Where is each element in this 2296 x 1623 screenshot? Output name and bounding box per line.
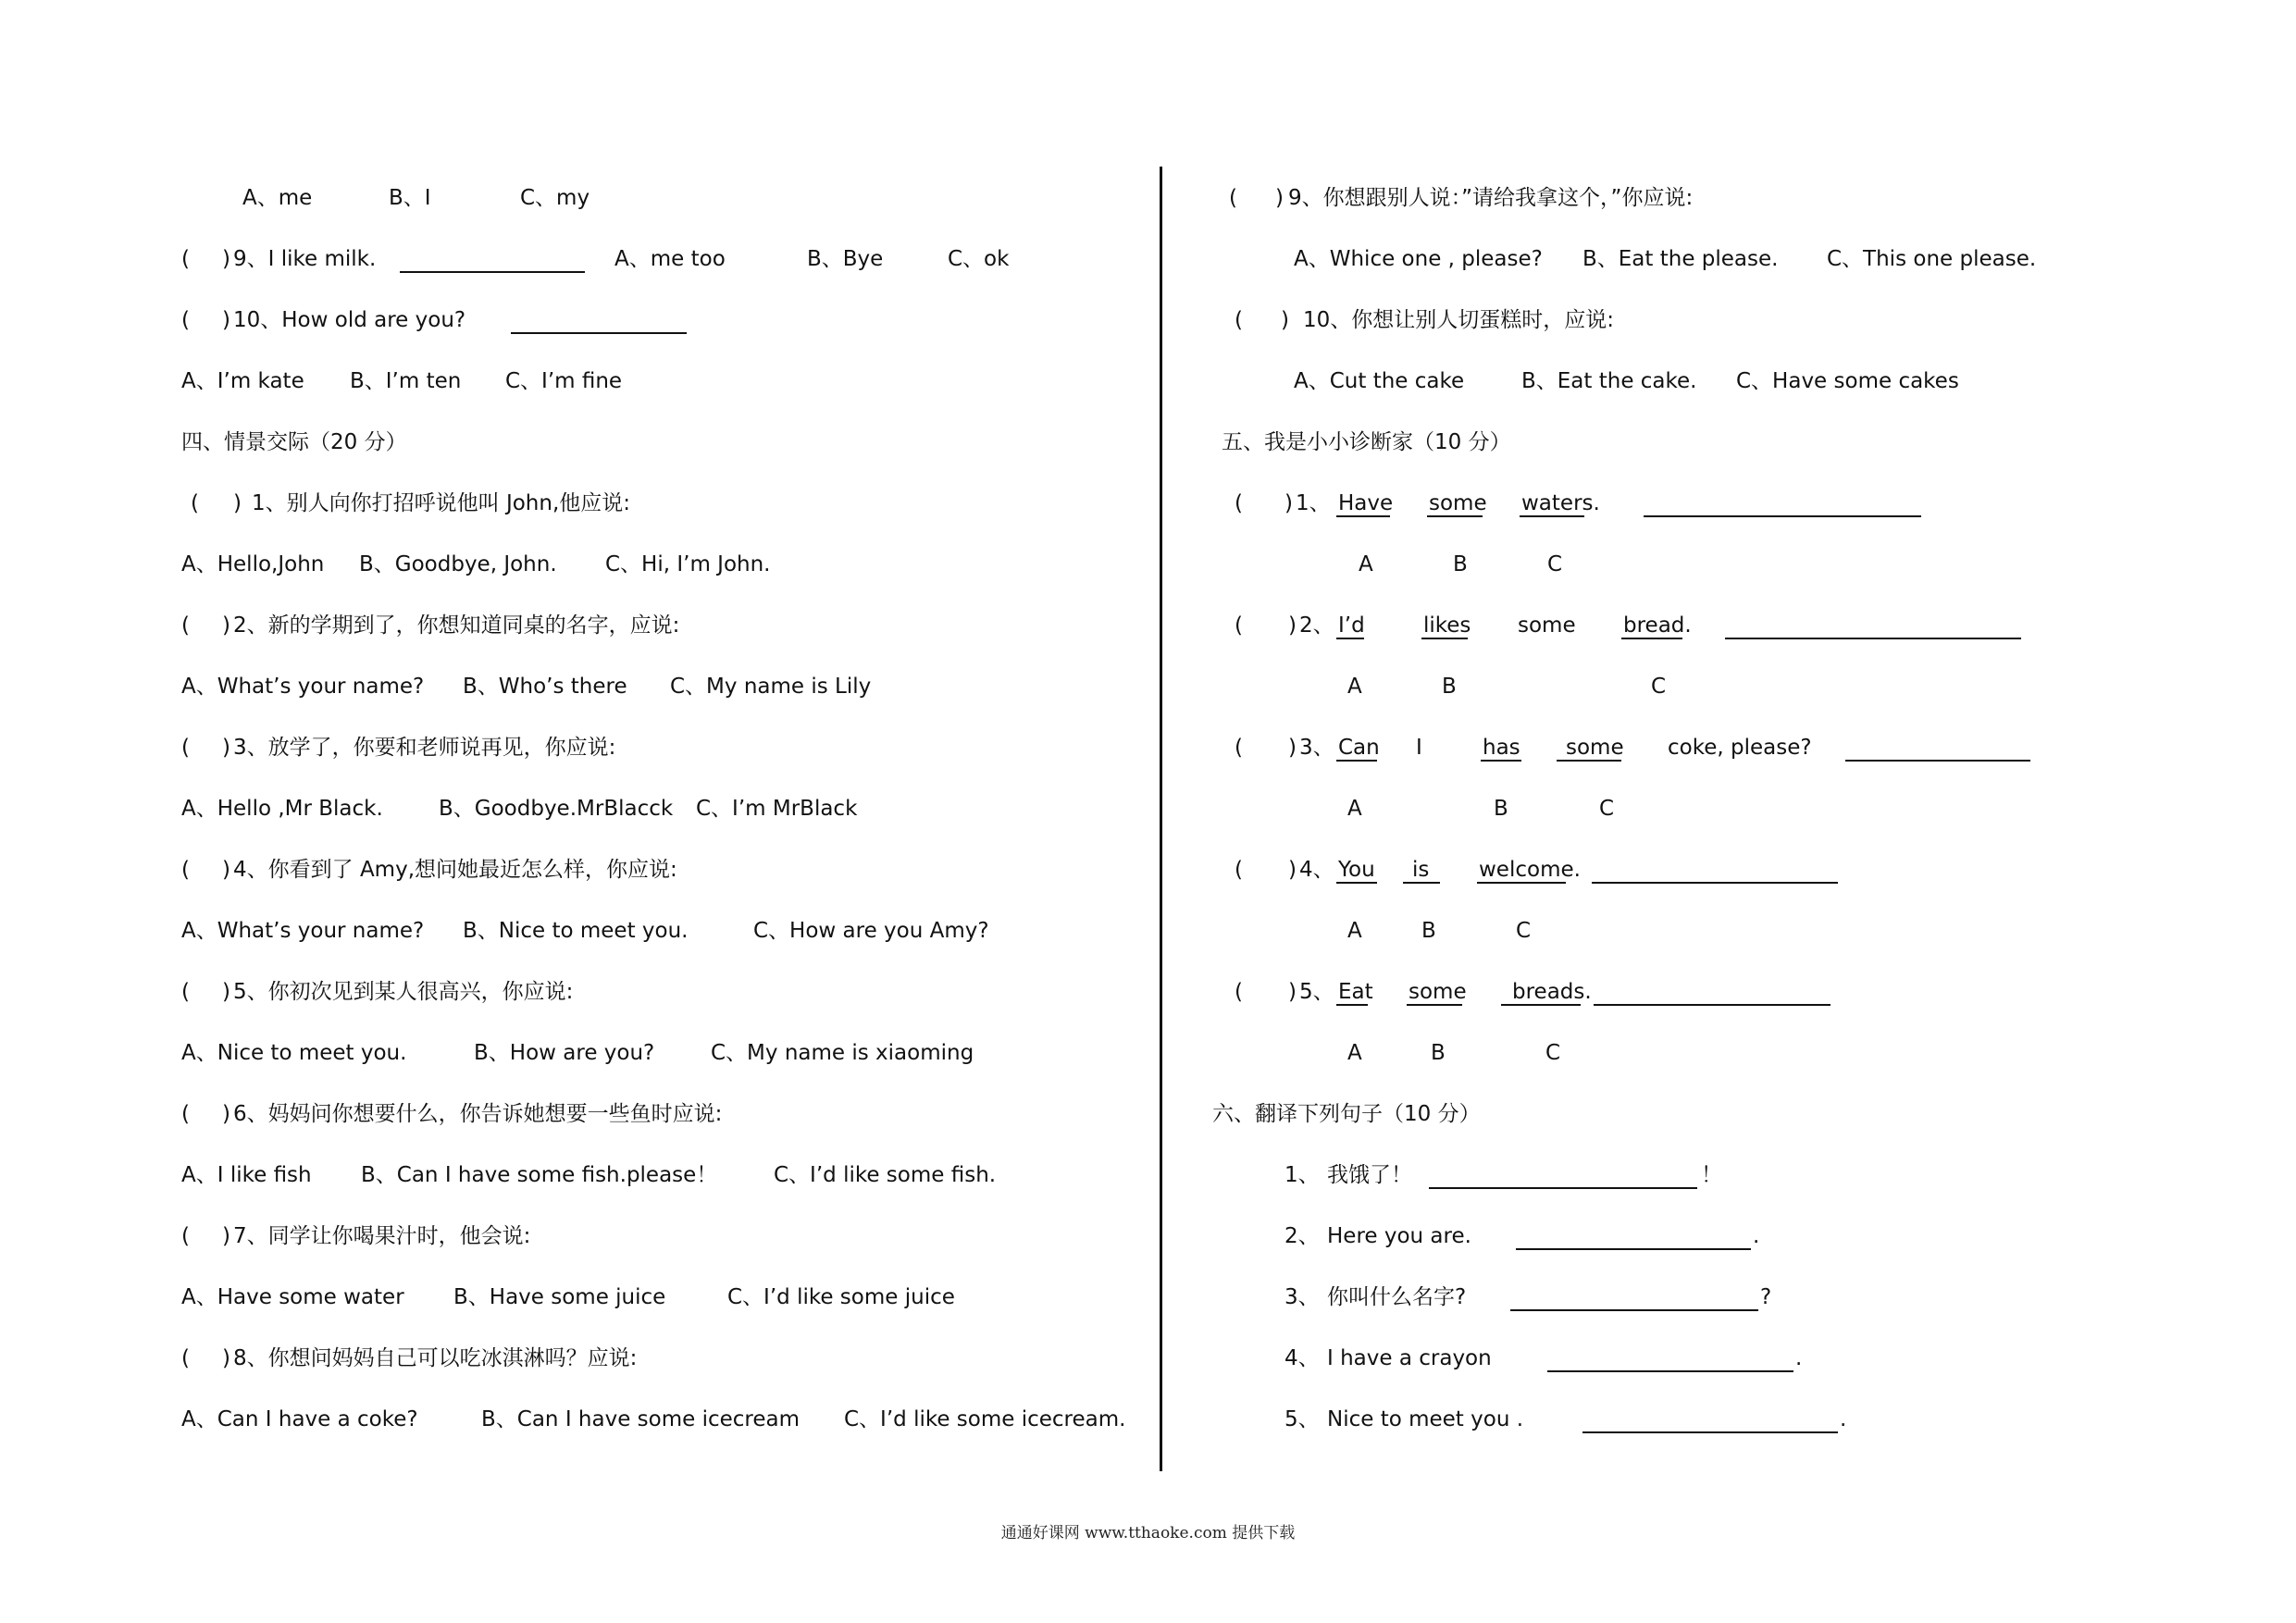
answer-paren-open: (	[1235, 491, 1243, 515]
option-c: C、My name is Lily	[670, 675, 872, 699]
answer-paren-close: )	[1288, 736, 1297, 760]
answer-paren-close: )	[222, 1346, 230, 1370]
answer-blank[interactable]	[511, 332, 687, 334]
answer-paren-open: (	[181, 980, 190, 1004]
option-a: A、I like fish	[181, 1163, 312, 1187]
plain-word: I	[1416, 736, 1422, 760]
item-number: 2、	[1285, 1224, 1320, 1248]
item-number: 1、	[1285, 1163, 1320, 1187]
underlined-word-b: some	[1409, 980, 1467, 1004]
answer-paren-close: )	[233, 491, 242, 515]
footer-watermark: 通通好课网 www.tthaoke.com 提供下载	[1000, 1524, 1296, 1542]
answer-paren-open: (	[181, 1346, 190, 1370]
label-a: A	[1347, 797, 1362, 821]
plain-word: coke, please?	[1668, 736, 1812, 760]
answer-paren-close: )	[1281, 308, 1289, 332]
question-stem: 6、妈妈问你想要什么，你告诉她想要一些鱼时应说:	[233, 1102, 723, 1126]
question-stem: 3、放学了，你要和老师说再见，你应说:	[233, 736, 616, 760]
sentence: I have a crayon	[1327, 1346, 1492, 1370]
underline-a	[1336, 882, 1377, 884]
item-number: 3、	[1299, 736, 1334, 760]
option-a: A、Cut the cake	[1294, 369, 1465, 393]
answer-paren-close: )	[222, 1102, 230, 1126]
underline-c	[1621, 638, 1682, 639]
sentence-end: ！	[1701, 1163, 1722, 1187]
sentence-end: .	[1840, 1407, 1847, 1431]
option-a: A、I’m kate	[181, 369, 304, 393]
option-b: B、Eat the cake.	[1521, 369, 1697, 393]
underlined-word-a: I’d	[1338, 613, 1365, 638]
option-a: A、Hello ,Mr Black.	[181, 797, 383, 821]
underline-c	[1557, 760, 1621, 762]
underlined-word-c: breads.	[1512, 980, 1592, 1004]
option-b: B、Eat the please.	[1582, 247, 1779, 271]
question-stem: 9、你想跟别人说：”请给我拿这个，”你应说:	[1288, 186, 1694, 210]
answer-paren-close: )	[222, 858, 230, 882]
sentence: Here you are.	[1327, 1224, 1471, 1248]
underline-b	[1421, 638, 1468, 639]
option-b: B、Can I have some icecream	[481, 1407, 800, 1431]
answer-blank[interactable]	[400, 271, 585, 273]
option-c: C、How are you Amy?	[753, 919, 989, 943]
question-stem: 8、你想问妈妈自己可以吃冰淇淋吗？应说:	[233, 1346, 638, 1370]
column-divider	[1160, 167, 1162, 1471]
option-c: C、My name is xiaoming	[711, 1041, 974, 1065]
question-stem: 5、你初次见到某人很高兴，你应说:	[233, 980, 574, 1004]
correction-blank[interactable]	[1725, 638, 2021, 639]
label-b: B	[1431, 1041, 1446, 1065]
section-title: 四、情景交际（20 分）	[181, 430, 407, 454]
underlined-word-a: Have	[1338, 491, 1394, 515]
underline-b	[1403, 882, 1440, 884]
answer-paren-open: (	[181, 613, 190, 638]
section-title: 五、我是小小诊断家（10 分）	[1222, 430, 1511, 454]
option-a: A、Can I have a coke?	[181, 1407, 418, 1431]
answer-paren-open: (	[181, 1224, 190, 1248]
label-c: C	[1547, 552, 1563, 576]
answer-paren-open: (	[191, 491, 199, 515]
item-number: 3、	[1285, 1285, 1320, 1309]
option-c: C、I’d like some juice	[727, 1285, 955, 1309]
label-c: C	[1545, 1041, 1561, 1065]
item-number: 5、	[1285, 1407, 1320, 1431]
option-a: A、What’s your name?	[181, 919, 425, 943]
underlined-word-a: Can	[1338, 736, 1380, 760]
underline-c	[1520, 515, 1584, 517]
correction-blank[interactable]	[1644, 515, 1921, 517]
sentence: Nice to meet you .	[1327, 1407, 1524, 1431]
sentence-end: .	[1753, 1224, 1760, 1248]
answer-paren-open: (	[1235, 308, 1243, 332]
correction-blank[interactable]	[1592, 882, 1838, 884]
option-b: B、Nice to meet you.	[463, 919, 689, 943]
answer-paren-close: )	[222, 613, 230, 638]
label-b: B	[1421, 919, 1436, 943]
option-c: C、Hi, I’m John.	[605, 552, 771, 576]
answer-paren-open: (	[181, 736, 190, 760]
answer-paren-close: )	[222, 308, 230, 332]
underlined-word-c: some	[1566, 736, 1624, 760]
option-c: C、my	[520, 186, 590, 210]
item-number: 4、	[1299, 858, 1334, 882]
item-number: 4、	[1285, 1346, 1320, 1370]
answer-paren-open: (	[1235, 858, 1243, 882]
option-a: A、Hello,John	[181, 552, 325, 576]
label-a: A	[1347, 675, 1362, 699]
option-c: C、This one please.	[1827, 247, 2037, 271]
underlined-word-a: You	[1338, 858, 1375, 882]
answer-paren-close: )	[1285, 491, 1293, 515]
question-stem: 10、你想让别人切蛋糕时，应说:	[1303, 308, 1615, 332]
answer-paren-close: )	[222, 1224, 230, 1248]
option-c: C、I’d like some icecream.	[844, 1407, 1126, 1431]
answer-paren-close: )	[1288, 613, 1297, 638]
translation-blank[interactable]	[1516, 1248, 1751, 1250]
option-a: A、Have some water	[181, 1285, 404, 1309]
option-a: A、me too	[614, 247, 726, 271]
option-b: B、I’m ten	[350, 369, 462, 393]
label-c: C	[1651, 675, 1667, 699]
option-c: C、ok	[948, 247, 1010, 271]
answer-paren-open: (	[1235, 736, 1243, 760]
underlined-word-b: has	[1483, 736, 1520, 760]
option-b: B、Can I have some fish.please！	[361, 1163, 718, 1187]
underline-a	[1336, 1004, 1368, 1006]
item-number: 5、	[1299, 980, 1334, 1004]
answer-paren-open: (	[1235, 613, 1243, 638]
option-a: A、Whice one , please?	[1294, 247, 1543, 271]
sentence: 你叫什么名字?	[1327, 1285, 1467, 1309]
underline-b	[1481, 760, 1521, 762]
answer-paren-open: (	[181, 308, 190, 332]
label-b: B	[1442, 675, 1457, 699]
option-c: C、I’d like some fish.	[774, 1163, 997, 1187]
sentence: 我饿了！	[1327, 1163, 1412, 1187]
label-c: C	[1599, 797, 1615, 821]
item-number: 1、	[1296, 491, 1331, 515]
label-a: A	[1347, 1041, 1362, 1065]
correction-blank[interactable]	[1594, 1004, 1831, 1006]
question-stem: 7、同学让你喝果汁时，他会说:	[233, 1224, 531, 1248]
correction-blank[interactable]	[1845, 760, 2030, 762]
underlined-word-c: welcome.	[1479, 858, 1581, 882]
option-b: B、Who’s there	[463, 675, 627, 699]
translation-blank[interactable]	[1547, 1370, 1793, 1372]
option-c: C、I’m MrBlack	[696, 797, 858, 821]
underline-a	[1336, 515, 1390, 517]
answer-paren-open: (	[181, 247, 190, 271]
translation-blank[interactable]	[1429, 1187, 1697, 1189]
option-b: B、I	[389, 186, 431, 210]
label-a: A	[1347, 919, 1362, 943]
question-stem: 10、How old are you?	[233, 308, 466, 332]
question-stem: 1、别人向你打招呼说他叫 John,他应说:	[252, 491, 631, 515]
option-a: A、What’s your name?	[181, 675, 425, 699]
label-a: A	[1359, 552, 1373, 576]
option-b: B、Goodbye, John.	[359, 552, 557, 576]
answer-paren-open: (	[1235, 980, 1243, 1004]
underlined-word-b: some	[1429, 491, 1487, 515]
answer-paren-close: )	[1288, 980, 1297, 1004]
underline-c	[1501, 1004, 1581, 1006]
underline-b	[1407, 1004, 1462, 1006]
answer-paren-close: )	[1288, 858, 1297, 882]
underlined-word-b: likes	[1423, 613, 1471, 638]
translation-blank[interactable]	[1510, 1309, 1758, 1311]
underlined-word-b: is	[1412, 858, 1430, 882]
question-stem: 4、你看到了 Amy,想问她最近怎么样，你应说:	[233, 858, 677, 882]
underline-b	[1427, 515, 1483, 517]
answer-paren-close: )	[222, 736, 230, 760]
translation-blank[interactable]	[1582, 1431, 1838, 1433]
sentence-end: ?	[1760, 1285, 1772, 1309]
sentence-end: .	[1795, 1346, 1803, 1370]
answer-paren-open: (	[181, 858, 190, 882]
option-b: B、Have some juice	[453, 1285, 666, 1309]
label-c: C	[1516, 919, 1532, 943]
answer-paren-open: (	[1229, 186, 1237, 210]
answer-paren-close: )	[222, 980, 230, 1004]
option-b: B、Bye	[807, 247, 884, 271]
underlined-word-c: bread.	[1623, 613, 1692, 638]
answer-paren-open: (	[181, 1102, 190, 1126]
underline-a	[1336, 760, 1377, 762]
option-c: C、I’m fine	[505, 369, 623, 393]
section-title: 六、翻译下列句子（10 分）	[1212, 1102, 1481, 1126]
underlined-word-a: Eat	[1338, 980, 1373, 1004]
answer-paren-close: )	[1275, 186, 1284, 210]
underline-a	[1336, 638, 1364, 639]
plain-word: some	[1518, 613, 1576, 638]
label-b: B	[1453, 552, 1468, 576]
question-stem: 9、I like milk.	[233, 247, 377, 271]
option-a: A、Nice to meet you.	[181, 1041, 407, 1065]
option-b: B、How are you?	[474, 1041, 655, 1065]
answer-paren-close: )	[222, 247, 230, 271]
label-b: B	[1494, 797, 1508, 821]
option-b: B、Goodbye.MrBlacck	[439, 797, 674, 821]
underline-c	[1477, 882, 1566, 884]
option-a: A、me	[242, 186, 313, 210]
underlined-word-c: waters.	[1521, 491, 1600, 515]
item-number: 2、	[1299, 613, 1334, 638]
question-stem: 2、新的学期到了，你想知道同桌的名字，应说:	[233, 613, 680, 638]
option-c: C、Have some cakes	[1736, 369, 1959, 393]
